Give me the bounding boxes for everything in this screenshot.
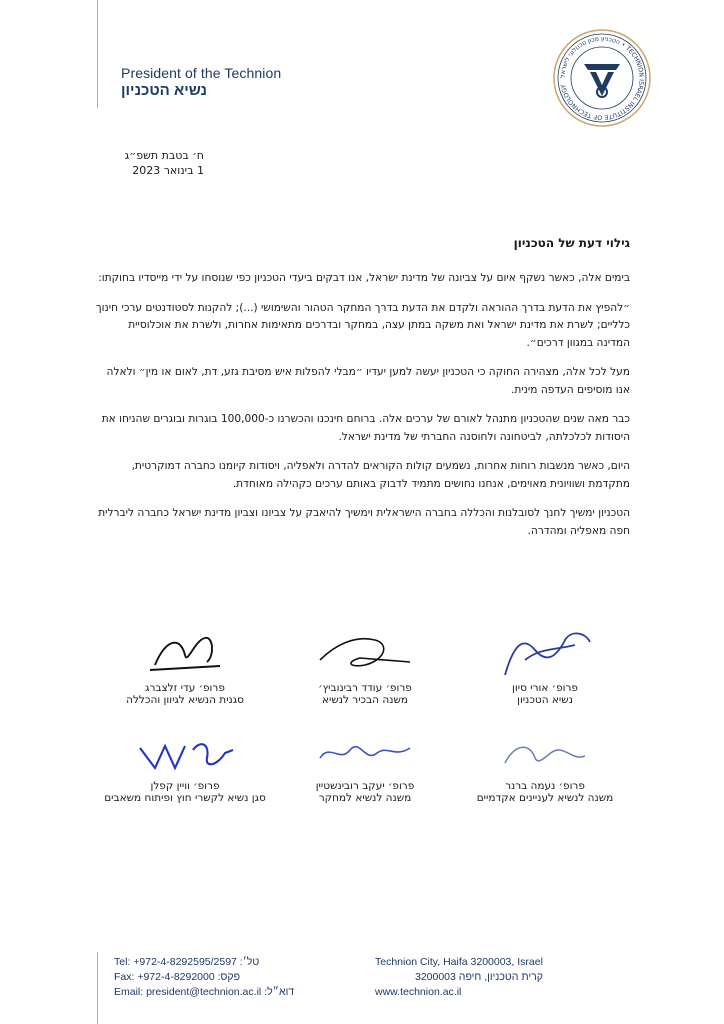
signature-block-sivan [460, 620, 630, 706]
signer-role: משנה לנשיא למחקר [318, 792, 412, 804]
letter-body [92, 270, 630, 552]
header-divider-line [97, 0, 98, 108]
paragraph: ״להפיץ את הדעת בדרך ההוראה ולקדם את הדעת בדרך המחקר הטהור והשימושי (...); להקנות לסטודנטים ערכי חינוך כלליים; לשרת את מדינת ישראל ואת משקה במתן עצה, במחקר ובדרכים מתאימות אחרות, ולשרת את אוכלוסיית המדינה במגוון דרכים״. [95, 301, 630, 349]
signer-name: פרופ׳ אורי סיון [512, 682, 578, 694]
footer-divider-line [97, 952, 98, 1024]
paragraph: מעל לכל אלה, מצהירה החוקה כי הטכניון יעשה למען יעדיו ״מבלי להפלות איש מסיבת גזע, דת, לאום או מין״ ולאלה אנו מוסיפים העדפה מינית. [106, 366, 630, 396]
handwritten-signature [125, 728, 245, 778]
signer-name: פרופ׳ נעמה ברנר [505, 780, 585, 792]
footer-tel: Tel: +972-4-8292595/2597 :טל׳ [114, 956, 260, 968]
paragraph: היום, כאשר מנשבות רוחות אחרות, נשמעים קולות הקוראים להדרה ולאפליה, ויסודות קיומנו כחברה דמוקרטית, מתקדמת ושוויונית מאוימים, אנחנו נחושים מתמיד לדבוק באותם ערכים כקהילה מאוחדת. [131, 460, 630, 490]
signatures-block [100, 620, 630, 830]
footer-address [375, 955, 543, 1000]
handwritten-signature [485, 728, 605, 778]
signer-name: פרופ׳ עדי זלצברג [145, 682, 225, 694]
footer-fax: Fax: +972-4-8292000 :פקס [114, 971, 241, 983]
signer-role: משנה לנשיא לעניינים אקדמיים [476, 792, 614, 804]
signer-name: פרופ׳ עודד רבינוביץ׳ [318, 682, 412, 694]
footer-website[interactable]: www.technion.ac.il [375, 986, 462, 998]
signature-block-zeltzberg [100, 620, 270, 706]
handwritten-signature [125, 620, 245, 680]
header-title-en: President of the Technion [121, 65, 282, 81]
signer-name: פרופ׳ יעקב רובינשטיין [315, 780, 415, 792]
footer-contact [114, 955, 294, 1000]
signature-block-brenner [460, 728, 630, 804]
signer-role: משנה הבכיר לנשיא [321, 694, 409, 706]
signer-name: פרופ׳ וויין קפלן [150, 780, 220, 792]
handwritten-signature [305, 728, 425, 778]
signer-role: סגנית הנשיא לגיוון והכללה [126, 694, 244, 706]
technion-logo [552, 28, 652, 128]
signer-role: סגן נשיא לקשרי חוץ ופיתוח משאבים [104, 792, 266, 804]
signer-role: נשיא הטכניון [517, 694, 573, 706]
header-title-he: נשיא הטכניון [121, 82, 207, 99]
signature-block-kaplan [100, 728, 270, 804]
date-gregorian: 1 בינואר 2023 [132, 164, 204, 177]
paragraph: כבר מאה שנים שהטכניון מתנהל לאורם של ערכים אלה. ברוחם חינכנו והכשרנו כ-100,000 בוגרות ובוגרים שהניחו את היסודות לכלכלתה, לביטחונה ולחוסנה החברתי של מדינת ישראל. [101, 413, 630, 443]
paragraph: בימים אלה, כאשר נשקף איום על צביונה של מדינת ישראל, אנו דבקים ביעדי הטכניון כפי שנוסחו על ידי מייסדיו בחוקתו: [98, 272, 630, 284]
logo-ring-text: הטכניון מכון טכנולוגי לישראל • TECHNION ISRAEL INSTITUTE OF TECHNOLOGY [559, 35, 645, 121]
paragraph: הטכניון ימשיך לחנך לסובלנות והכללה בחברה הישראלית וימשיך להיאבק על צביונו וצביון מדינת ישראל כחברה ליברלית חפה מאפליה ומהדרה. [98, 507, 630, 537]
footer-email[interactable]: Email: president@technion.ac.il :דוא״ל [114, 986, 295, 998]
date-hebrew: ח׳ בטבת תשפ״ג [124, 149, 204, 162]
letter-subject: גילוי דעת של הטכניון [513, 236, 630, 250]
footer-address-he: קרית הטכניון, חיפה 3200003 [414, 971, 543, 983]
letter-date [64, 148, 204, 178]
handwritten-signature [305, 620, 425, 680]
handwritten-signature [485, 620, 605, 680]
signature-block-rubinstein [280, 728, 450, 804]
signature-block-rabinovitch [280, 620, 450, 706]
footer-address-en: Technion City, Haifa 3200003, Israel [375, 956, 543, 968]
